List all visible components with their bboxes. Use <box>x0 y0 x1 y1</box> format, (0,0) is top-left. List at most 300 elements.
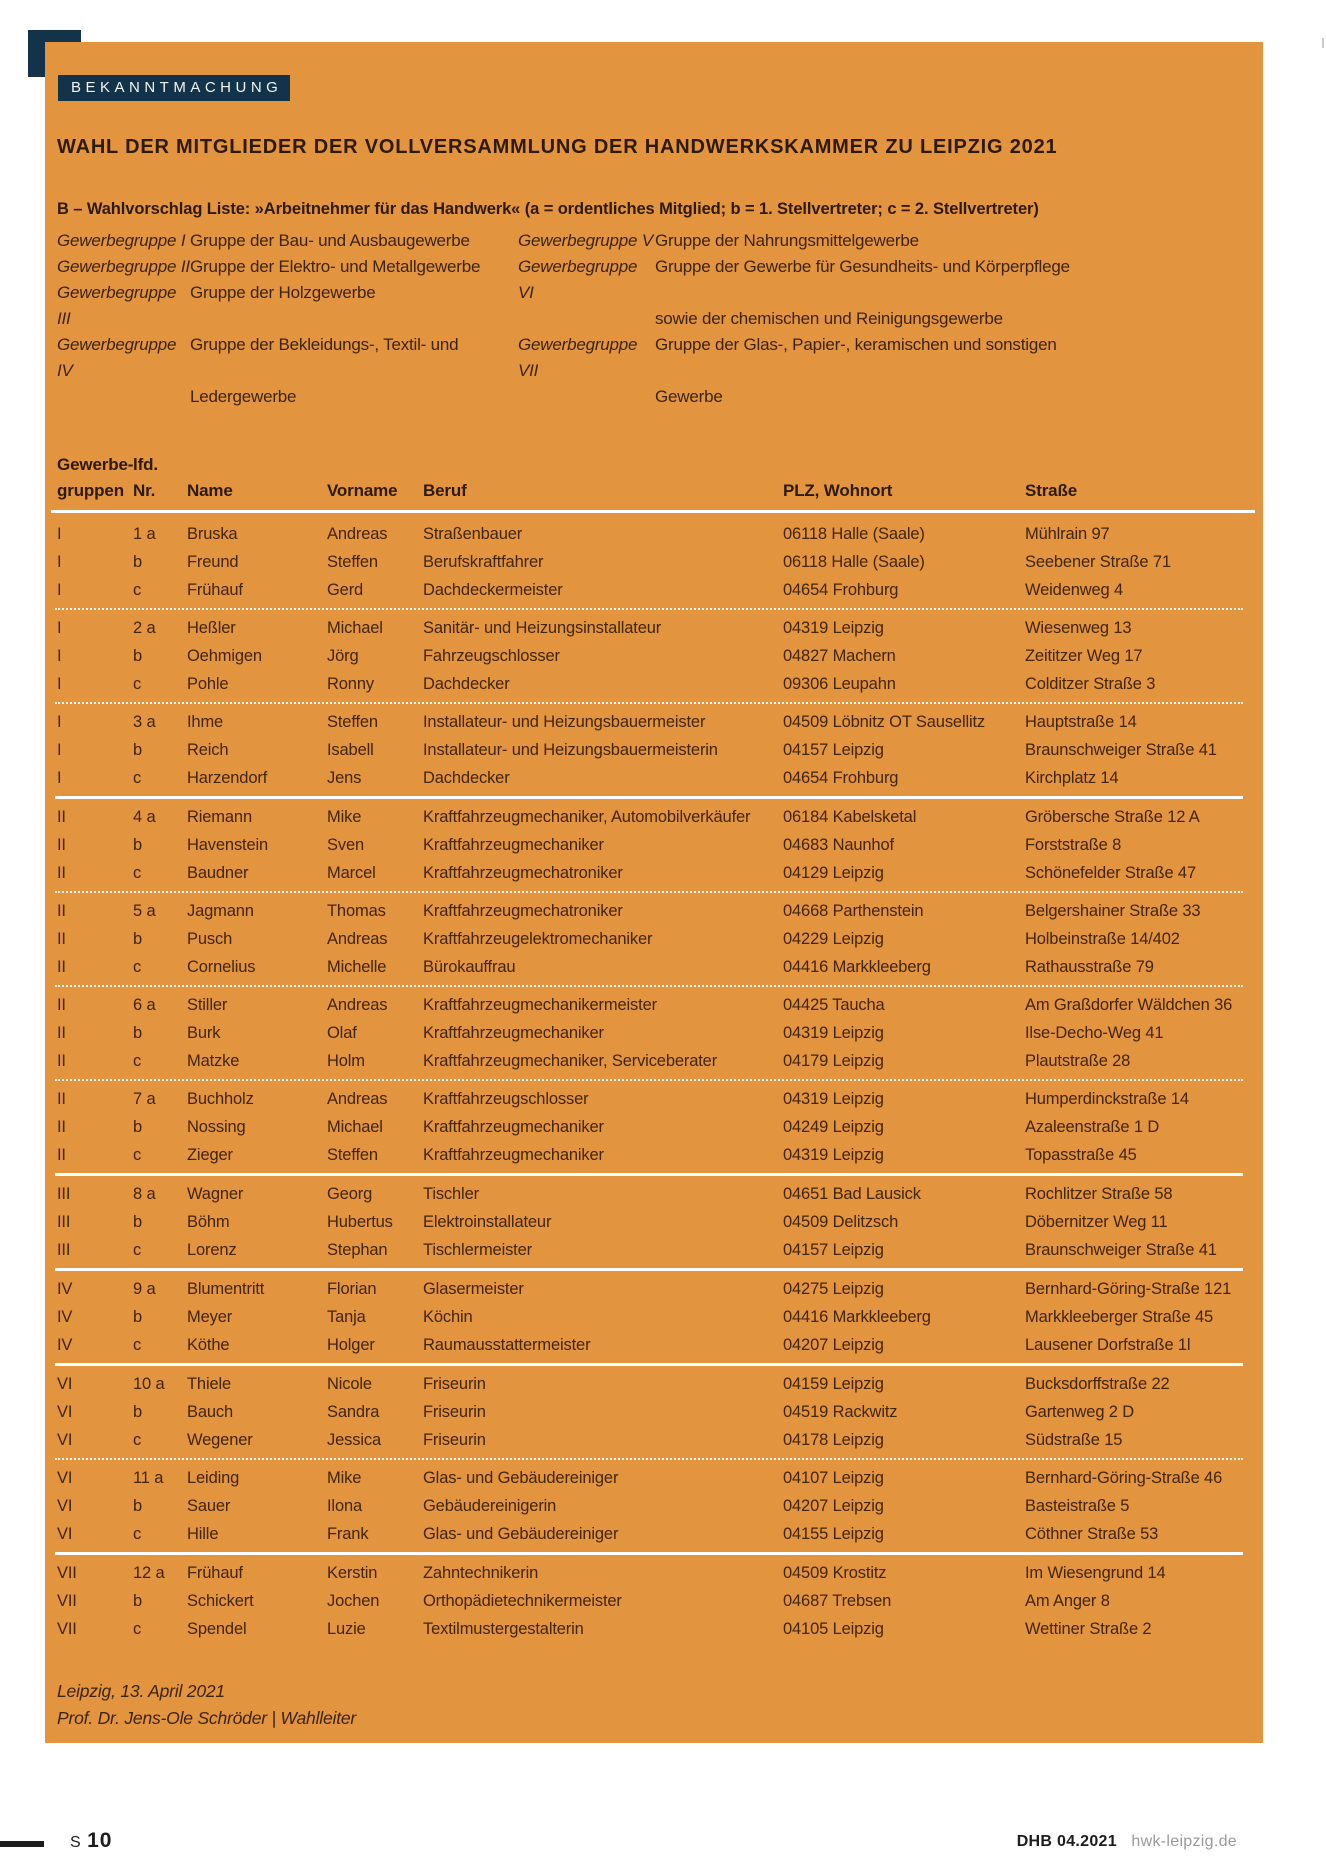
cell-beruf: Kraftfahrzeugschlosser <box>423 1090 589 1108</box>
cell-vorname: Frank <box>327 1525 369 1543</box>
cell-vorname: Sven <box>327 836 365 854</box>
table-row <box>45 1492 1263 1520</box>
cell-strasse: Belgershainer Straße 33 <box>1025 902 1201 920</box>
cell-vorname: Holm <box>327 1052 365 1070</box>
cell-nr: c <box>133 1241 142 1259</box>
cell-gruppe: I <box>57 525 62 543</box>
legend-item-text: Gewerbe <box>655 387 723 406</box>
cell-vorname: Isabell <box>327 741 374 759</box>
cell-nr: b <box>133 1118 143 1136</box>
cell-nr: 9 a <box>133 1280 156 1298</box>
cell-plz: 04275 Leipzig <box>783 1280 884 1298</box>
cell-beruf: Orthopädietechnikermeister <box>423 1592 622 1610</box>
legend-item <box>518 306 1248 332</box>
table-row <box>45 1464 1263 1492</box>
cell-vorname: Florian <box>327 1280 377 1298</box>
cell-plz: 04157 Leipzig <box>783 741 884 759</box>
cell-gruppe: II <box>57 1090 66 1108</box>
cell-nr: b <box>133 1308 143 1326</box>
cell-name: Ihme <box>187 713 224 731</box>
cell-gruppe: II <box>57 902 66 920</box>
legend-item <box>518 254 1248 306</box>
cell-nr: c <box>133 581 142 599</box>
cell-beruf: Tischlermeister <box>423 1241 532 1259</box>
cell-nr: c <box>133 675 142 693</box>
header-gruppen-line1: Gewerbe- <box>57 455 134 474</box>
header-cell-nr <box>133 452 187 504</box>
legend-item <box>57 254 512 280</box>
cell-plz: 04207 Leipzig <box>783 1497 884 1515</box>
cell-strasse: Humperdinckstraße 14 <box>1025 1090 1189 1108</box>
footer-page-num: 10 <box>87 1829 113 1852</box>
cell-plz: 04207 Leipzig <box>783 1336 884 1354</box>
header-beruf-label: Beruf <box>423 481 467 500</box>
cell-plz: 06118 Halle (Saale) <box>783 525 925 543</box>
legend-item-label: Gewerbegruppe IV <box>57 335 177 380</box>
cell-name: Matzke <box>187 1052 240 1070</box>
cell-gruppe: I <box>57 769 62 787</box>
cell-strasse: Kirchplatz 14 <box>1025 769 1119 787</box>
cell-vorname: Michelle <box>327 958 387 976</box>
cell-vorname: Steffen <box>327 713 378 731</box>
cell-nr: 5 a <box>133 902 156 920</box>
cell-strasse: Am Anger 8 <box>1025 1592 1110 1610</box>
cell-vorname: Steffen <box>327 553 378 571</box>
cell-beruf: Berufskraftfahrer <box>423 553 544 571</box>
cell-gruppe: I <box>57 581 62 599</box>
cell-strasse: Cöthner Straße 53 <box>1025 1525 1159 1543</box>
cell-plz: 04319 Leipzig <box>783 1090 884 1108</box>
cell-nr: c <box>133 864 142 882</box>
cell-nr: b <box>133 647 143 665</box>
cell-beruf: Kraftfahrzeugmechaniker, Serviceberater <box>423 1052 718 1070</box>
cell-nr: 2 a <box>133 619 156 637</box>
page-title: WAHL DER MITGLIEDER DER VOLLVERSAMMLUNG DER HANDWERKSKAMMER ZU LEIPZIG 2021 <box>57 136 1058 158</box>
legend-item-label: Gewerbegruppe I <box>57 231 186 250</box>
cell-gruppe: I <box>57 553 62 571</box>
cell-beruf: Installateur- und Heizungsbauermeister <box>423 713 706 731</box>
cell-gruppe: IV <box>57 1308 73 1326</box>
cell-beruf: Köchin <box>423 1308 473 1326</box>
header-cell-name <box>187 452 327 504</box>
cell-nr: 1 a <box>133 525 156 543</box>
cell-beruf: Zahntechnikerin <box>423 1564 539 1582</box>
group-divider-solid <box>55 796 1243 799</box>
cell-name: Lorenz <box>187 1241 237 1259</box>
cell-vorname: Stephan <box>327 1241 388 1259</box>
cell-nr: b <box>133 836 143 854</box>
legend-item <box>57 280 512 332</box>
cell-plz: 06118 Halle (Saale) <box>783 553 925 571</box>
cell-beruf: Kraftfahrzeugmechaniker <box>423 836 604 854</box>
cell-gruppe: II <box>57 1052 66 1070</box>
cell-vorname: Kerstin <box>327 1564 378 1582</box>
cell-vorname: Holger <box>327 1336 375 1354</box>
cell-nr: c <box>133 1431 142 1449</box>
table-row <box>45 1180 1263 1208</box>
cell-vorname: Sandra <box>327 1403 380 1421</box>
cell-plz: 04157 Leipzig <box>783 1241 884 1259</box>
cell-nr: b <box>133 1497 143 1515</box>
footer-website: hwk-leipzig.de <box>1131 1833 1237 1850</box>
group-divider-dotted <box>55 985 1243 987</box>
cell-vorname: Jörg <box>327 647 359 665</box>
cell-strasse: Bernhard-Göring-Straße 46 <box>1025 1469 1223 1487</box>
table-row <box>45 1398 1263 1426</box>
cell-name: Köthe <box>187 1336 230 1354</box>
legend-item-label: Gewerbegruppe VI <box>518 257 638 302</box>
legend-item <box>57 384 512 410</box>
table-row <box>45 670 1263 698</box>
cell-plz: 04178 Leipzig <box>783 1431 884 1449</box>
legend-item <box>518 228 1248 254</box>
cell-vorname: Andreas <box>327 996 388 1014</box>
cell-strasse: Mühlrain 97 <box>1025 525 1110 543</box>
table-row <box>45 925 1263 953</box>
cell-nr: 10 a <box>133 1375 165 1393</box>
cell-strasse: Rathausstraße 79 <box>1025 958 1154 976</box>
cell-gruppe: VII <box>57 1592 77 1610</box>
legend-item-text: Gruppe der Holzgewerbe <box>190 283 376 302</box>
header-name-label: Name <box>187 481 233 500</box>
cell-nr: c <box>133 769 142 787</box>
cell-nr: c <box>133 1146 142 1164</box>
cell-gruppe: II <box>57 996 66 1014</box>
cell-gruppe: I <box>57 619 62 637</box>
cell-plz: 04249 Leipzig <box>783 1118 884 1136</box>
cell-vorname: Nicole <box>327 1375 372 1393</box>
group-divider-dotted <box>55 608 1243 610</box>
cell-gruppe: VI <box>57 1469 73 1487</box>
legend-item-label <box>518 384 655 410</box>
cell-beruf: Raumausstattermeister <box>423 1336 591 1354</box>
cell-strasse: Forststraße 8 <box>1025 836 1122 854</box>
cell-gruppe: II <box>57 930 66 948</box>
legend-item-text: Gruppe der Bekleidungs-, Textil- und <box>190 335 459 354</box>
table-row <box>45 1208 1263 1236</box>
cell-beruf: Kraftfahrzeugmechanikermeister <box>423 996 657 1014</box>
legend-item-text: Gruppe der Nahrungsmittelgewerbe <box>655 231 919 250</box>
table-row <box>45 1085 1263 1113</box>
footer-right <box>1017 1833 1237 1851</box>
cell-gruppe: III <box>57 1241 71 1259</box>
header-gruppen-line2: gruppen <box>57 481 124 500</box>
cell-strasse: Hauptstraße 14 <box>1025 713 1137 731</box>
cell-strasse: Bucksdorffstraße 22 <box>1025 1375 1170 1393</box>
cell-nr: 4 a <box>133 808 156 826</box>
cell-name: Frühauf <box>187 581 243 599</box>
cell-beruf: Elektroinstallateur <box>423 1213 552 1231</box>
cell-nr: b <box>133 553 143 571</box>
group-divider-solid <box>55 1363 1243 1366</box>
table-row <box>45 803 1263 831</box>
cell-beruf: Friseurin <box>423 1431 486 1449</box>
legend-item <box>57 332 512 384</box>
cell-gruppe: VI <box>57 1497 73 1515</box>
cell-name: Stiller <box>187 996 228 1014</box>
signature-block <box>57 1678 356 1732</box>
cell-gruppe: II <box>57 1024 66 1042</box>
cell-nr: 6 a <box>133 996 156 1014</box>
table-row <box>45 1236 1263 1264</box>
cell-nr: 3 a <box>133 713 156 731</box>
cell-beruf: Kraftfahrzeugmechatroniker <box>423 902 623 920</box>
header-cell-plz <box>783 452 1025 504</box>
cell-plz: 04319 Leipzig <box>783 1146 884 1164</box>
cell-name: Meyer <box>187 1308 233 1326</box>
cell-name: Harzendorf <box>187 769 268 787</box>
cell-plz: 04107 Leipzig <box>783 1469 884 1487</box>
cell-gruppe: III <box>57 1213 71 1231</box>
cell-strasse: Im Wiesengrund 14 <box>1025 1564 1166 1582</box>
table-row <box>45 953 1263 981</box>
legend-item <box>518 384 1248 410</box>
cell-nr: b <box>133 930 143 948</box>
cell-name: Freund <box>187 553 239 571</box>
cell-gruppe: II <box>57 836 66 854</box>
cell-name: Sauer <box>187 1497 231 1515</box>
cell-beruf: Kraftfahrzeugmechaniker <box>423 1024 604 1042</box>
group-divider-solid <box>55 1173 1243 1176</box>
cell-strasse: Bernhard-Göring-Straße 121 <box>1025 1280 1232 1298</box>
cell-strasse: Lausener Dorfstraße 1l <box>1025 1336 1191 1354</box>
cell-vorname: Andreas <box>327 930 388 948</box>
cell-name: Frühauf <box>187 1564 243 1582</box>
cell-strasse: Wiesenweg 13 <box>1025 619 1132 637</box>
cell-gruppe: I <box>57 675 62 693</box>
cell-plz: 04129 Leipzig <box>783 864 884 882</box>
cell-beruf: Kraftfahrzeugmechatroniker <box>423 864 623 882</box>
table-row <box>45 642 1263 670</box>
header-cell-vorname <box>327 452 423 504</box>
table-row <box>45 1520 1263 1548</box>
cell-vorname: Ronny <box>327 675 374 693</box>
cell-beruf: Dachdecker <box>423 769 510 787</box>
cell-beruf: Friseurin <box>423 1403 486 1421</box>
cell-gruppe: II <box>57 864 66 882</box>
cell-beruf: Kraftfahrzeugmechaniker <box>423 1146 604 1164</box>
cell-plz: 04509 Löbnitz OT Sausellitz <box>783 713 986 731</box>
cell-nr: c <box>133 958 142 976</box>
announcement-panel <box>45 42 1263 1743</box>
cell-vorname: Ilona <box>327 1497 363 1515</box>
cell-gruppe: II <box>57 958 66 976</box>
cell-name: Burk <box>187 1024 221 1042</box>
cell-vorname: Jens <box>327 769 362 787</box>
header-plz-label: PLZ, Wohnort <box>783 481 893 500</box>
table-row <box>45 1559 1263 1587</box>
table-row <box>45 1275 1263 1303</box>
cell-strasse: Döbernitzer Weg 11 <box>1025 1213 1168 1231</box>
table-row <box>45 991 1263 1019</box>
table-row <box>45 520 1263 548</box>
cell-strasse: Rochlitzer Straße 58 <box>1025 1185 1173 1203</box>
legend-item-label: Gewerbegruppe II <box>57 257 190 276</box>
cell-name: Cornelius <box>187 958 256 976</box>
cell-beruf: Glas- und Gebäudereiniger <box>423 1469 619 1487</box>
cell-plz: 04319 Leipzig <box>783 1024 884 1042</box>
cell-plz: 04668 Parthenstein <box>783 902 924 920</box>
cell-nr: 7 a <box>133 1090 156 1108</box>
group-divider-dotted <box>55 702 1243 704</box>
header-vorname-label: Vorname <box>327 481 398 500</box>
cell-name: Pusch <box>187 930 233 948</box>
cell-plz: 04827 Machern <box>783 647 896 665</box>
cell-name: Hille <box>187 1525 219 1543</box>
table-row <box>45 1331 1263 1359</box>
cell-nr: b <box>133 1403 143 1421</box>
cell-plz: 09306 Leupahn <box>783 675 896 693</box>
cell-strasse: Schönefelder Straße 47 <box>1025 864 1196 882</box>
footer-dash <box>0 1841 44 1847</box>
cell-plz: 04654 Frohburg <box>783 769 899 787</box>
cell-strasse: Ilse-Decho-Weg 41 <box>1025 1024 1164 1042</box>
cell-gruppe: VI <box>57 1403 73 1421</box>
cell-strasse: Gartenweg 2 D <box>1025 1403 1135 1421</box>
header-nr-line2: Nr. <box>133 481 156 500</box>
cell-name: Heßler <box>187 619 236 637</box>
table-row <box>45 576 1263 604</box>
legend-item-label <box>518 306 655 332</box>
cell-gruppe: III <box>57 1185 71 1203</box>
announcement-badge: BEKANNTMACHUNG <box>58 75 290 101</box>
cell-nr: b <box>133 1024 143 1042</box>
cell-name: Jagmann <box>187 902 254 920</box>
cell-gruppe: VI <box>57 1431 73 1449</box>
cell-name: Bruska <box>187 525 238 543</box>
cell-plz: 04687 Trebsen <box>783 1592 892 1610</box>
cell-nr: 12 a <box>133 1564 165 1582</box>
cell-plz: 04229 Leipzig <box>783 930 884 948</box>
legend-item-label: Gewerbegruppe VII <box>518 335 638 380</box>
cell-plz: 04651 Bad Lausick <box>783 1185 921 1203</box>
cell-beruf: Tischler <box>423 1185 479 1203</box>
cell-plz: 04105 Leipzig <box>783 1620 884 1638</box>
cell-plz: 04155 Leipzig <box>783 1525 884 1543</box>
group-divider-dotted <box>55 1458 1243 1460</box>
table-row <box>45 708 1263 736</box>
cell-plz: 04683 Naunhof <box>783 836 894 854</box>
cell-plz: 04416 Markkleeberg <box>783 958 931 976</box>
cell-name: Nossing <box>187 1118 246 1136</box>
cell-vorname: Steffen <box>327 1146 378 1164</box>
cell-name: Baudner <box>187 864 249 882</box>
group-divider-solid <box>55 1552 1243 1555</box>
cell-vorname: Thomas <box>327 902 386 920</box>
legend-item <box>518 332 1248 384</box>
table-row <box>45 1426 1263 1454</box>
table-row <box>45 1047 1263 1075</box>
members-table <box>45 452 1263 1643</box>
cell-strasse: Braunschweiger Straße 41 <box>1025 741 1217 759</box>
cell-plz: 04159 Leipzig <box>783 1375 884 1393</box>
cell-vorname: Gerd <box>327 581 364 599</box>
table-row <box>45 831 1263 859</box>
cell-name: Riemann <box>187 808 252 826</box>
cell-beruf: Glas- und Gebäudereiniger <box>423 1525 619 1543</box>
cell-beruf: Friseurin <box>423 1375 486 1393</box>
cell-name: Wegener <box>187 1431 253 1449</box>
cell-name: Leiding <box>187 1469 240 1487</box>
cell-nr: 11 a <box>133 1469 164 1487</box>
cell-beruf: Kraftfahrzeugelektromechaniker <box>423 930 653 948</box>
cell-nr: 8 a <box>133 1185 156 1203</box>
footer-page-prefix: S <box>70 1834 83 1851</box>
cell-gruppe: I <box>57 647 62 665</box>
cell-name: Zieger <box>187 1146 233 1164</box>
table-row <box>45 1019 1263 1047</box>
cell-nr: b <box>133 741 143 759</box>
table-row <box>45 1113 1263 1141</box>
legend-item-label <box>57 384 190 410</box>
cell-plz: 04179 Leipzig <box>783 1052 884 1070</box>
table-body <box>45 513 1263 1643</box>
cell-vorname: Luzie <box>327 1620 366 1638</box>
table-row <box>45 897 1263 925</box>
cell-beruf: Installateur- und Heizungsbauermeisterin <box>423 741 718 759</box>
cell-gruppe: II <box>57 1146 66 1164</box>
header-nr-line1: lfd. <box>133 455 158 474</box>
cell-strasse: Braunschweiger Straße 41 <box>1025 1241 1217 1259</box>
legend-item <box>57 228 512 254</box>
cell-name: Havenstein <box>187 836 269 854</box>
cell-vorname: Jessica <box>327 1431 381 1449</box>
cell-plz: 04519 Rackwitz <box>783 1403 898 1421</box>
cell-name: Wagner <box>187 1185 244 1203</box>
cell-name: Thiele <box>187 1375 232 1393</box>
cell-beruf: Sanitär- und Heizungsinstallateur <box>423 619 662 637</box>
cell-strasse: Colditzer Straße 3 <box>1025 675 1156 693</box>
cell-strasse: Zeititzer Weg 17 <box>1025 647 1143 665</box>
signature-name: Prof. Dr. Jens-Ole Schröder | Wahlleiter <box>57 1708 357 1728</box>
cell-plz: 04654 Frohburg <box>783 581 899 599</box>
cell-name: Reich <box>187 741 229 759</box>
cell-vorname: Mike <box>327 808 362 826</box>
cell-nr: c <box>133 1525 142 1543</box>
cell-nr: b <box>133 1592 143 1610</box>
table-row <box>45 548 1263 576</box>
cell-beruf: Glasermeister <box>423 1280 524 1298</box>
cell-name: Blumentritt <box>187 1280 265 1298</box>
cell-beruf: Dachdeckermeister <box>423 581 563 599</box>
table-row <box>45 614 1263 642</box>
table-row <box>45 1303 1263 1331</box>
footer-issue: DHB 04.2021 <box>1016 1833 1117 1850</box>
legend-item-text: Gruppe der Glas-, Papier-, keramischen und sonstigen <box>655 335 1057 354</box>
cell-strasse: Markkleeberger Straße 45 <box>1025 1308 1214 1326</box>
table-row <box>45 1141 1263 1169</box>
cell-nr: b <box>133 1213 143 1231</box>
cell-plz: 06184 Kabelsketal <box>783 808 917 826</box>
cell-nr: c <box>133 1620 142 1638</box>
cell-plz: 04319 Leipzig <box>783 619 884 637</box>
cell-strasse: Holbeinstraße 14/402 <box>1025 930 1180 948</box>
group-divider-solid <box>55 1268 1243 1271</box>
cell-vorname: Marcel <box>327 864 376 882</box>
legend-item-label: Gewerbegruppe V <box>518 231 653 250</box>
cell-beruf: Straßenbauer <box>423 525 523 543</box>
cell-name: Buchholz <box>187 1090 254 1108</box>
cell-strasse: Weidenweg 4 <box>1025 581 1124 599</box>
cell-strasse: Azaleenstraße 1 D <box>1025 1118 1160 1136</box>
cell-name: Pohle <box>187 675 229 693</box>
table-row <box>45 1587 1263 1615</box>
cell-beruf: Fahrzeugschlosser <box>423 647 560 665</box>
group-divider-dotted <box>55 891 1243 893</box>
cell-gruppe: VI <box>57 1525 73 1543</box>
cell-vorname: Jochen <box>327 1592 380 1610</box>
cell-gruppe: IV <box>57 1336 73 1354</box>
